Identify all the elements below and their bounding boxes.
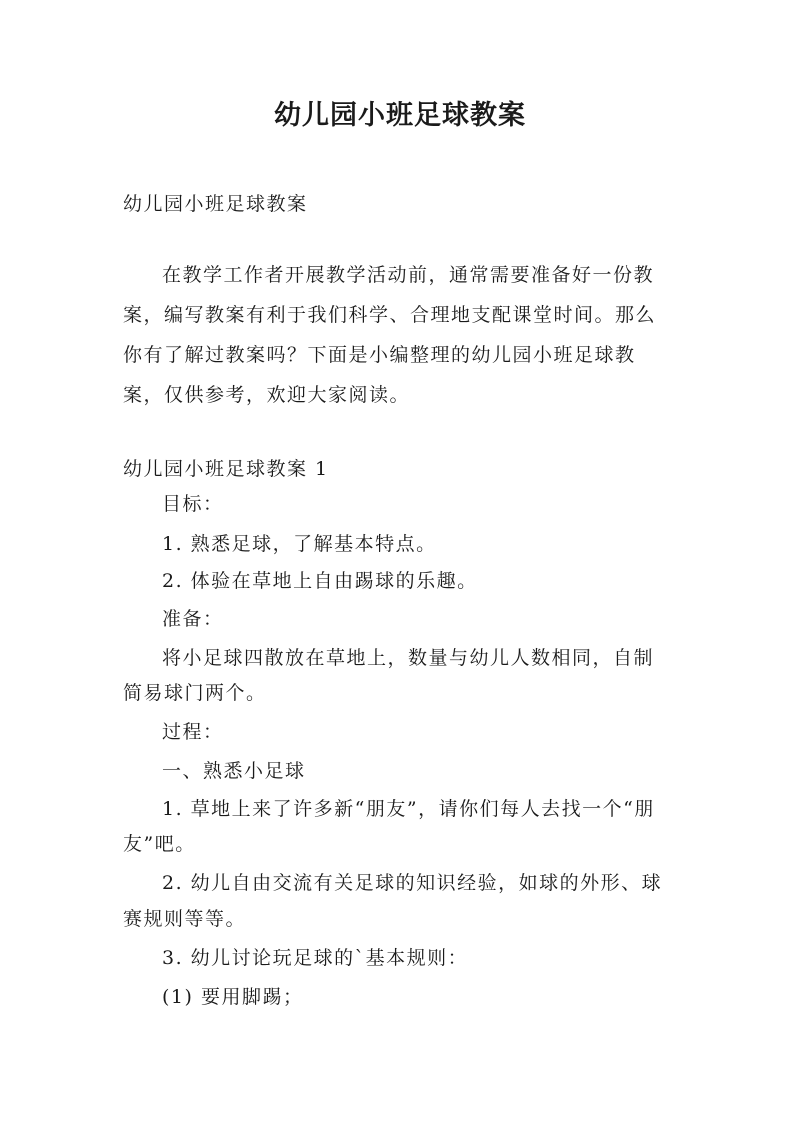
section-heading: 幼儿园小班足球教案 1 <box>123 458 329 480</box>
prep-label: 准备： <box>162 608 224 630</box>
step2-line-2: 赛规则等等。 <box>123 908 247 930</box>
prep-line-1: 将小足球四散放在草地上，数量与幼儿人数相同，自制 <box>162 647 655 669</box>
step1-line-2: 友”吧。 <box>123 833 196 855</box>
step2-line-1: 2. 幼儿自由交流有关足球的知识经验，如球的外形、球 <box>162 872 663 894</box>
goal-item-1: 1. 熟悉足球，了解基本特点。 <box>162 533 437 555</box>
page-title: 幼儿园小班足球教案 <box>274 100 526 131</box>
goal-item-2: 2. 体验在草地上自由踢球的乐趣。 <box>162 570 478 592</box>
document-subtitle: 幼儿园小班足球教案 <box>123 193 308 215</box>
step3-line: 3. 幼儿讨论玩足球的`基本规则： <box>162 947 469 969</box>
goal-label: 目标： <box>162 493 224 515</box>
intro-line-2: 案，编写教案有利于我们科学、合理地支配课堂时间。那么 <box>123 304 657 326</box>
rule-item-1: (1) 要用脚踢； <box>162 986 304 1008</box>
process-label: 过程： <box>162 721 224 743</box>
intro-line-4: 案，仅供参考，欢迎大家阅读。 <box>123 384 411 406</box>
intro-line-3: 你有了解过教案吗？下面是小编整理的幼儿园小班足球教 <box>123 344 636 366</box>
intro-line-1: 在教学工作者开展教学活动前，通常需要准备好一份教 <box>162 264 655 286</box>
step1-line-1: 1. 草地上来了许多新“朋友”，请你们每人去找一个“朋 <box>162 798 655 820</box>
prep-line-2: 简易球门两个。 <box>123 682 267 704</box>
step-heading: 一、熟悉小足球 <box>162 760 306 782</box>
